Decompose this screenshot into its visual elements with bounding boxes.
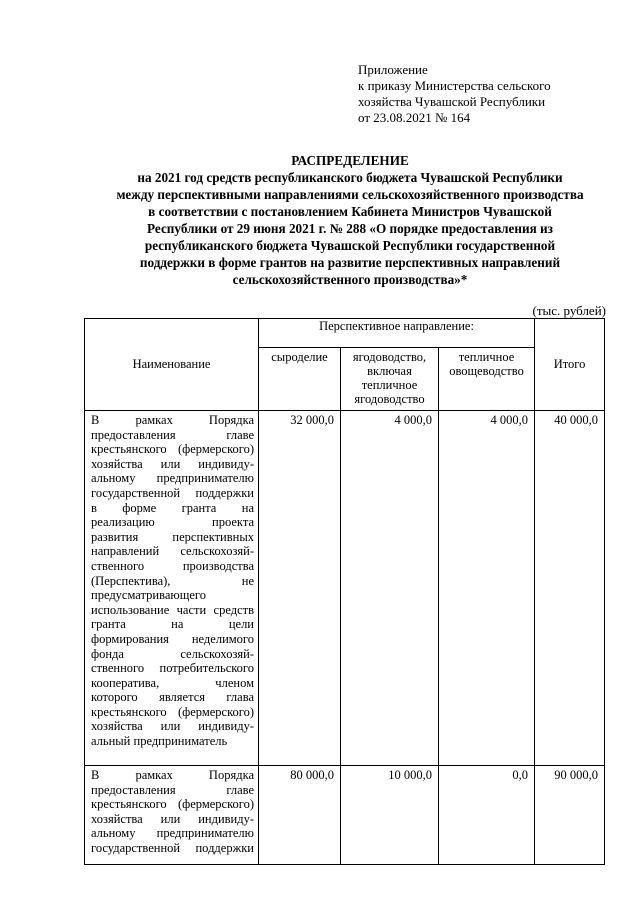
value-berry-growing: 4 000,0 [341,411,439,766]
desc-line: ственного производства [91,558,254,573]
row-description [85,411,259,766]
desc-line: (Перспектива), не [91,573,254,588]
value-cheesemaking: 80 000,0 [259,766,341,865]
appendix-line: от 23.08.2021 № 164 [358,110,471,125]
header-cheesemaking [259,348,341,411]
header-name: Наименование [85,319,259,411]
desc-line: ственного потребительского [91,661,254,676]
desc-line: альный предприниматель [91,734,228,749]
desc-line: предоставления главе [91,782,254,797]
desc-line: хозяйства или индивиду- [91,719,254,734]
header-direction: Перспективное направление: [259,319,535,348]
desc-line: предусматривающего [91,588,206,603]
value-greenhouse-vegetables: 4 000,0 [439,411,535,766]
desc-line: формирования неделимого [91,631,254,646]
title-line: на 2021 год средств республиканского бюджета Чувашской Республики [137,170,563,185]
header-total: Итого [535,319,605,411]
desc-line: крестьянского (фермерского) [91,797,254,812]
desc-line: альному предпринимателю [91,471,254,486]
appendix-line: к приказу Министерства сельского [358,78,551,93]
title-line: поддержки в форме грантов на развитие перспективных направлений [139,255,561,270]
appendix-line: хозяйства Чувашской Республики [358,94,546,109]
header-text: тепличное [361,378,418,392]
desc-line: развития перспективных [91,529,254,544]
desc-line: гранта на цели [91,617,254,632]
desc-line: хозяйства или индивиду- [91,456,254,471]
desc-line: в форме гранта на [91,500,254,515]
header-text: ягодоводство, [352,350,427,364]
table-row [85,766,605,865]
desc-line: крестьянского (фермерского) [91,442,254,457]
header-text: тепличное [458,350,515,364]
desc-line: крестьянского (фермерского) [91,704,254,719]
value-greenhouse-vegetables: 0,0 [439,766,535,865]
desc-line: хозяйства или индивиду- [91,811,254,826]
row-description [85,766,259,865]
desc-line: государственной поддержки [91,485,254,500]
title-line: Республики от 29 июня 2021 г. № 288 «О порядке предоставления из [147,221,553,236]
desc-line: государственной поддержки [91,840,254,855]
units-label: (тыс. рублей) [532,303,606,318]
value-berry-growing: 10 000,0 [341,766,439,865]
title-line: сельскохозяйственного производства»* [232,272,468,287]
header-berry-growing [341,348,439,411]
header-text: овощеводство [449,364,524,378]
value-total: 40 000,0 [535,411,605,766]
title-line: между перспективными направлениями сельскохозяйственного производства [116,187,584,202]
appendix-line: Приложение [358,62,428,77]
appendix-note [358,62,551,126]
desc-line: которого является глава [91,690,254,705]
title-heading: РАСПРЕДЕЛЕНИЕ [291,153,409,168]
document-title [80,152,620,288]
desc-line: фонда сельскохозяй- [91,646,254,661]
desc-line: альному предпринимателю [91,826,254,841]
desc-line: предоставления главе [91,427,254,442]
table-row [85,411,605,766]
desc-line: В рамках Порядка [91,768,254,782]
header-text: сыроделие [271,350,328,364]
value-cheesemaking: 32 000,0 [259,411,341,766]
header-greenhouse-vegetables [439,348,535,411]
title-line: в соответствии с постановлением Кабинета Министров Чувашской [148,204,552,219]
desc-line: реализацию проекта [91,515,254,530]
distribution-table [84,318,605,865]
desc-line: кооператива, членом [91,675,254,690]
desc-line: В рамках Порядка [91,413,254,427]
header-text: включая [367,364,412,378]
value-total: 90 000,0 [535,766,605,865]
title-line: республиканского бюджета Чувашской Республики государственной [144,238,556,253]
desc-line: направлений сельскохозяй- [91,544,254,559]
header-text: ягодоводство [354,392,425,406]
desc-line: использование части средств [91,602,254,617]
